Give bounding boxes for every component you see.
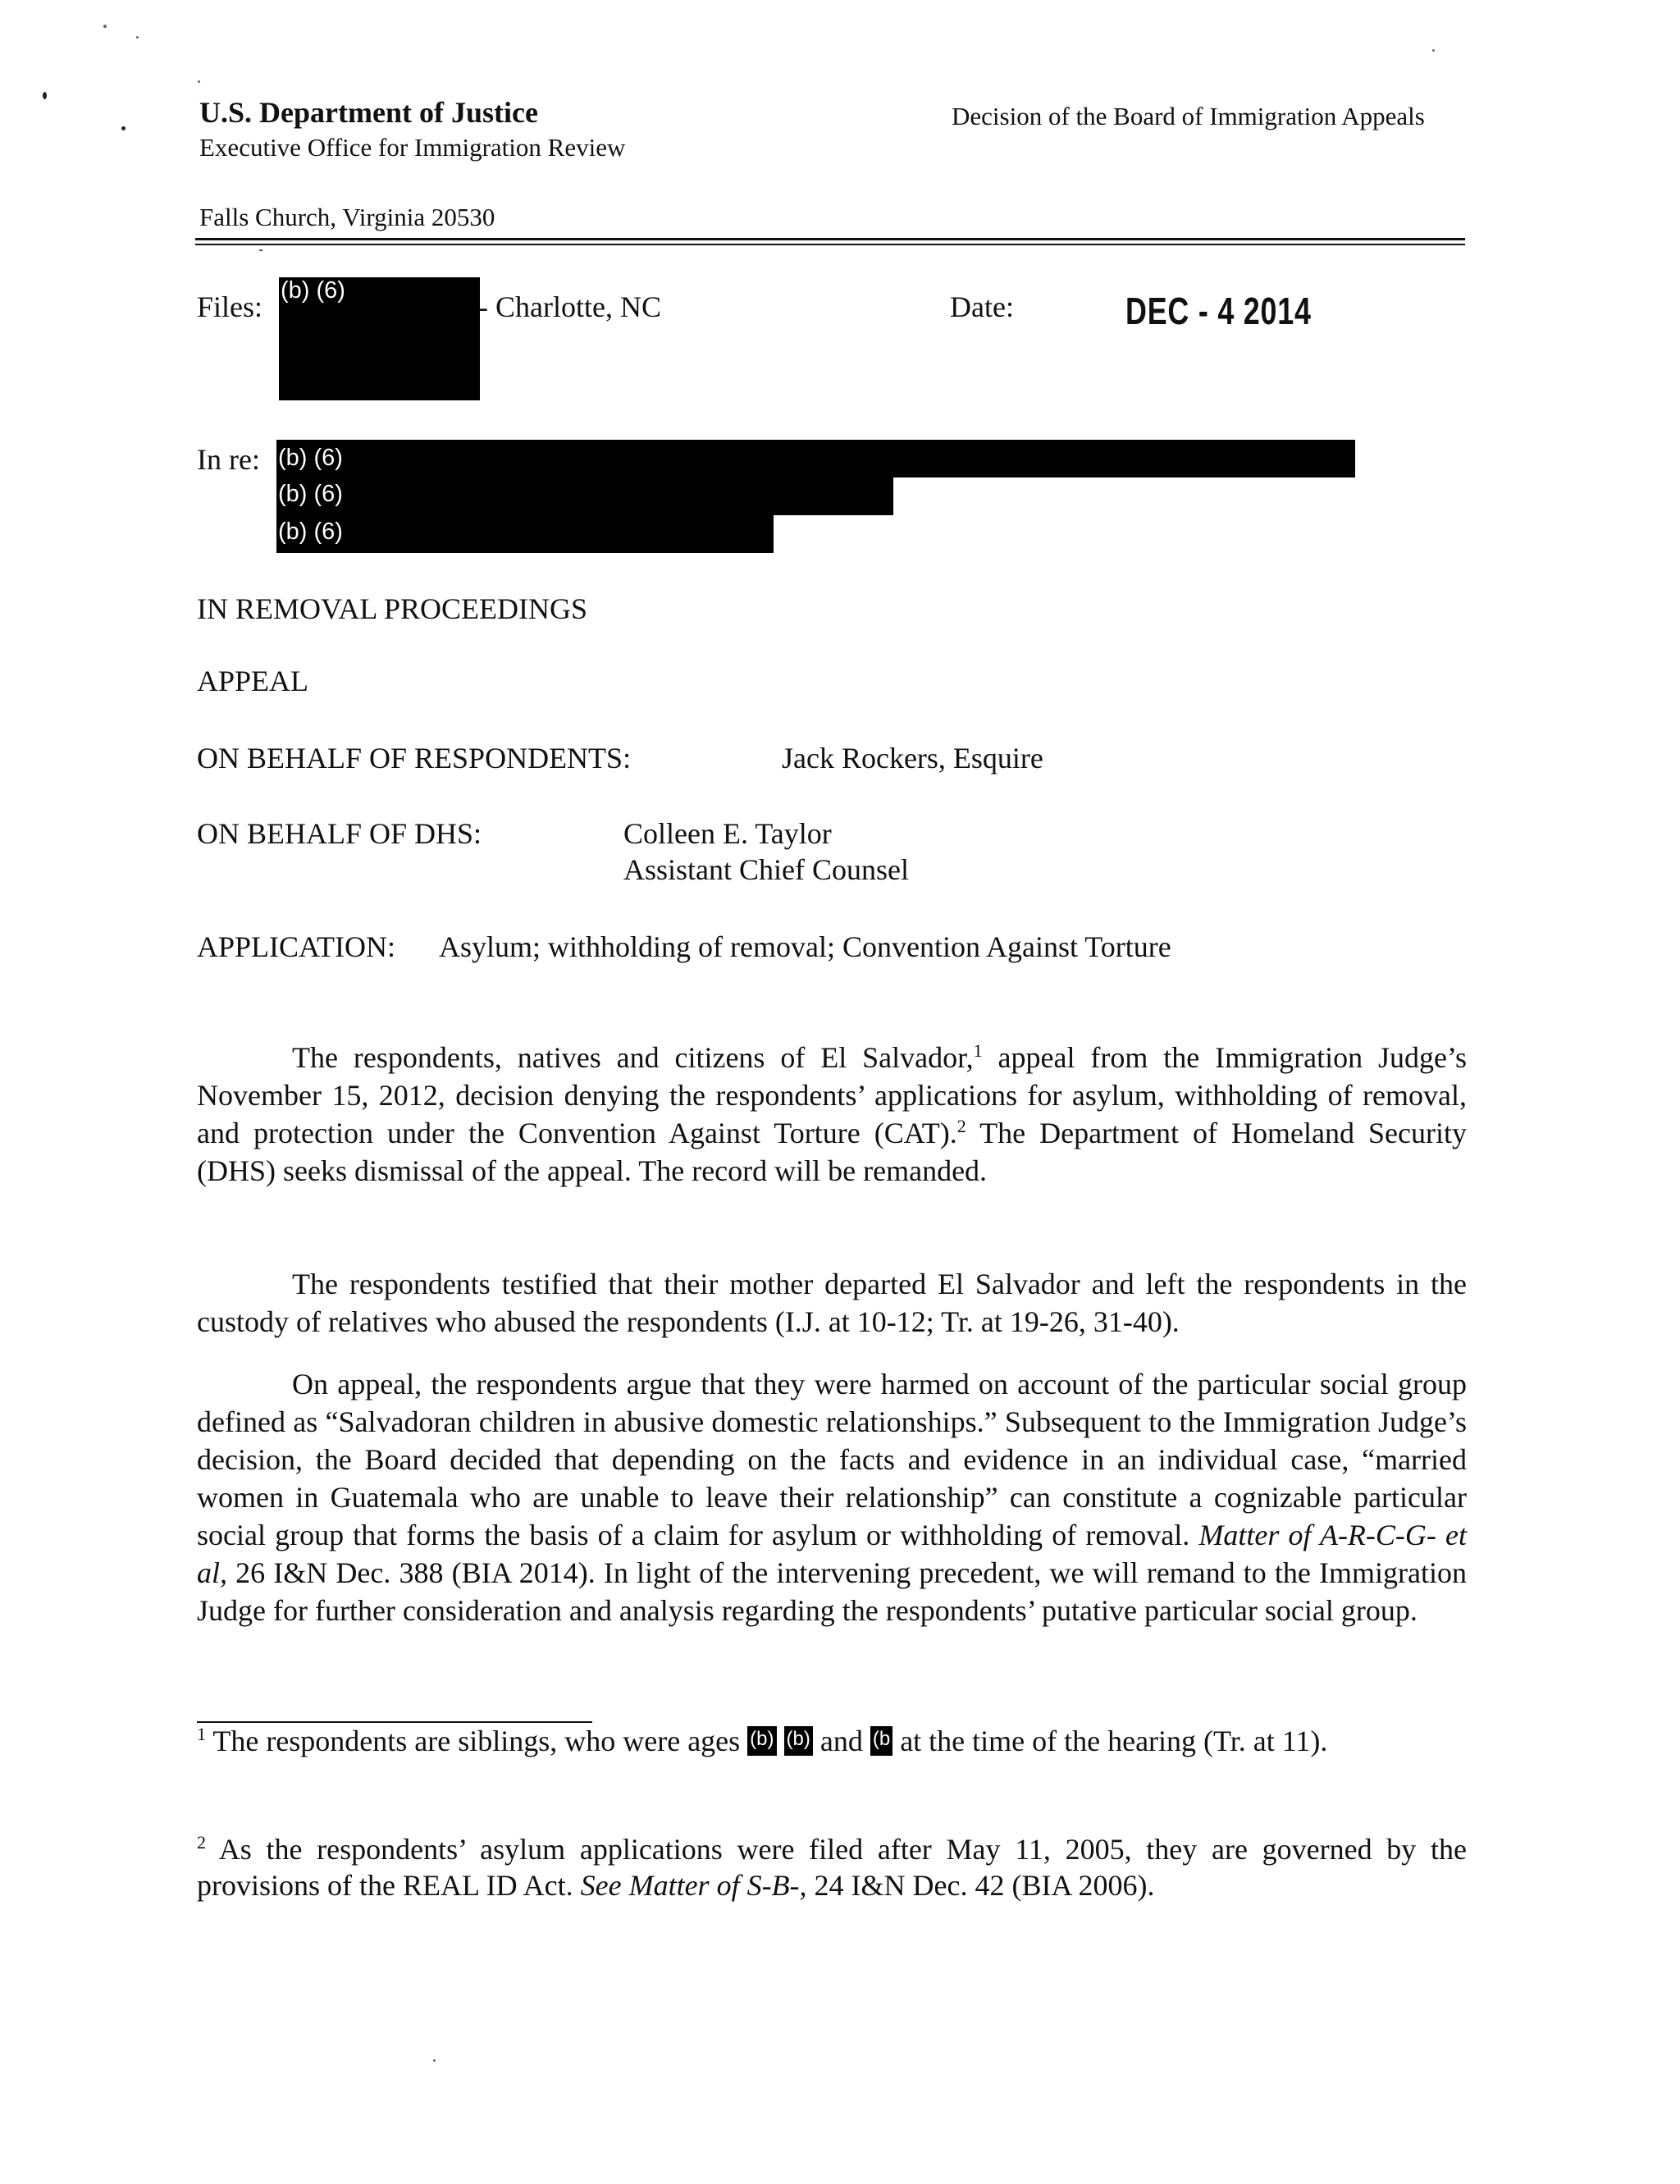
paragraph-1 [197,1039,1467,1190]
scan-speck [103,25,107,28]
dhs-label: ON BEHALF OF DHS: [197,817,482,850]
paragraph-3-text-a: On appeal, the respondents argue that they were harmed on account of the particular social group defined as “Salvadoran children in abusive domestic relationships.” Subsequent to the Immigration Judge’s decision, the Board decided that depending on the facts and evidence in an individual case, “married women in Guatemala who are unable to leave their relationship” can constitute a cognizable particular social group that forms the basis of a claim for asylum or withholding of removal. [197,1368,1467,1551]
date-stamp: DEC - 4 2014 [1125,290,1312,332]
in-re-label: In re: [197,443,260,476]
dhs-counsel-name: Colleen E. Taylor [623,817,832,850]
files-label: Files: [197,290,263,323]
header-rule [195,238,1465,240]
department-title: U.S. Department of Justice [199,96,538,129]
paragraph-2: The respondents testified that their mother departed El Salvador and left the respondents in the custody of relatives who abused the respondents (I.J. at 10-12; Tr. at 19-26, 31-40). [197,1268,1467,1338]
footnote-2-number: 2 [197,1832,206,1853]
paragraph-1-text-a: The respondents, natives and citizens of El Salvador, [292,1041,974,1074]
files-location: - Charlotte, NC [478,290,661,323]
application-label: APPLICATION: [197,930,396,963]
footnote-ref-2: 2 [956,1116,966,1136]
footnote-1-redaction-3: (b [870,1726,892,1756]
footnote-1-and: and [812,1725,870,1757]
footnote-2-text-a: As the respondents’ asylum applications were filed after May 11, 2005, they are governed by the provisions of the REAL ID Act. [197,1833,1467,1902]
office-address: Falls Church, Virginia 20530 [199,203,495,231]
footnote-1-text-b: at the time of the hearing (Tr. at 11). [892,1725,1328,1757]
in-re-redaction-1 [276,440,1355,477]
footnote-1-number: 1 [197,1724,206,1744]
footnote-1-redaction-2: (b) [784,1726,813,1756]
scan-speck [198,80,200,83]
files-redaction-code: (b) (6) [281,277,345,304]
scan-speck [121,126,126,130]
paragraph-3-text-b: 26 I&N Dec. 388 (BIA 2014). In light of the intervening precedent, we will remand to the Immigration Judge for further consideration and analysis regarding the respondents’ putative particular social group. [197,1556,1467,1627]
files-redaction-box [279,277,480,400]
proceedings-type: IN REMOVAL PROCEEDINGS [197,592,588,625]
scan-speck [1432,49,1435,52]
respondents-counsel: Jack Rockers, Esquire [782,742,1043,774]
footnote-2 [197,1831,1467,1903]
scan-speck [136,36,139,39]
paragraph-1-text-c: The Department of Homeland Security (DHS) seeks dismissal of the appeal. The record will be remanded. [197,1117,1467,1187]
application-value: Asylum; withholding of removal; Convention Against Torture [439,930,1171,963]
date-label: Date: [950,290,1014,323]
respondents-label: ON BEHALF OF RESPONDENTS: [197,742,632,774]
footnote-1-redaction-1: (b) [747,1726,776,1756]
footnote-2-text-b: 24 I&N Dec. 42 (BIA 2006). [806,1869,1155,1902]
rule-tick [259,249,262,251]
footnote-2-citation: See Matter of S-B-, [580,1869,807,1902]
in-re-redaction-2 [276,477,893,515]
footnote-1-text-a: The respondents are siblings, who were ages [206,1725,748,1757]
header-rule-secondary [195,244,1465,245]
in-re-redaction-code-3: (b) (6) [278,519,343,545]
scan-speck [433,2059,436,2062]
footnote-1 [197,1723,1467,1759]
scan-speck [43,92,47,99]
in-re-redaction-3 [276,514,774,553]
paragraph-3-citation: Matter of A-R-C-G- et al, [197,1519,1467,1589]
in-re-redaction-code-2: (b) (6) [278,481,343,507]
dhs-counsel-title: Assistant Chief Counsel [623,853,909,886]
decision-title: Decision of the Board of Immigration Appeals [952,102,1425,130]
appeal-heading: APPEAL [197,665,309,697]
in-re-redaction-code-1: (b) (6) [278,445,343,471]
office-name: Executive Office for Immigration Review [199,133,626,162]
paragraph-3 [197,1365,1467,1629]
paragraph-1-text-b: appeal from the Immigration Judge’s November 15, 2012, decision denying the respondents’ applications for asylum, withholding of removal, and protection under the Convention Against Torture (CAT). [197,1041,1467,1149]
footnote-ref-1: 1 [973,1040,983,1061]
